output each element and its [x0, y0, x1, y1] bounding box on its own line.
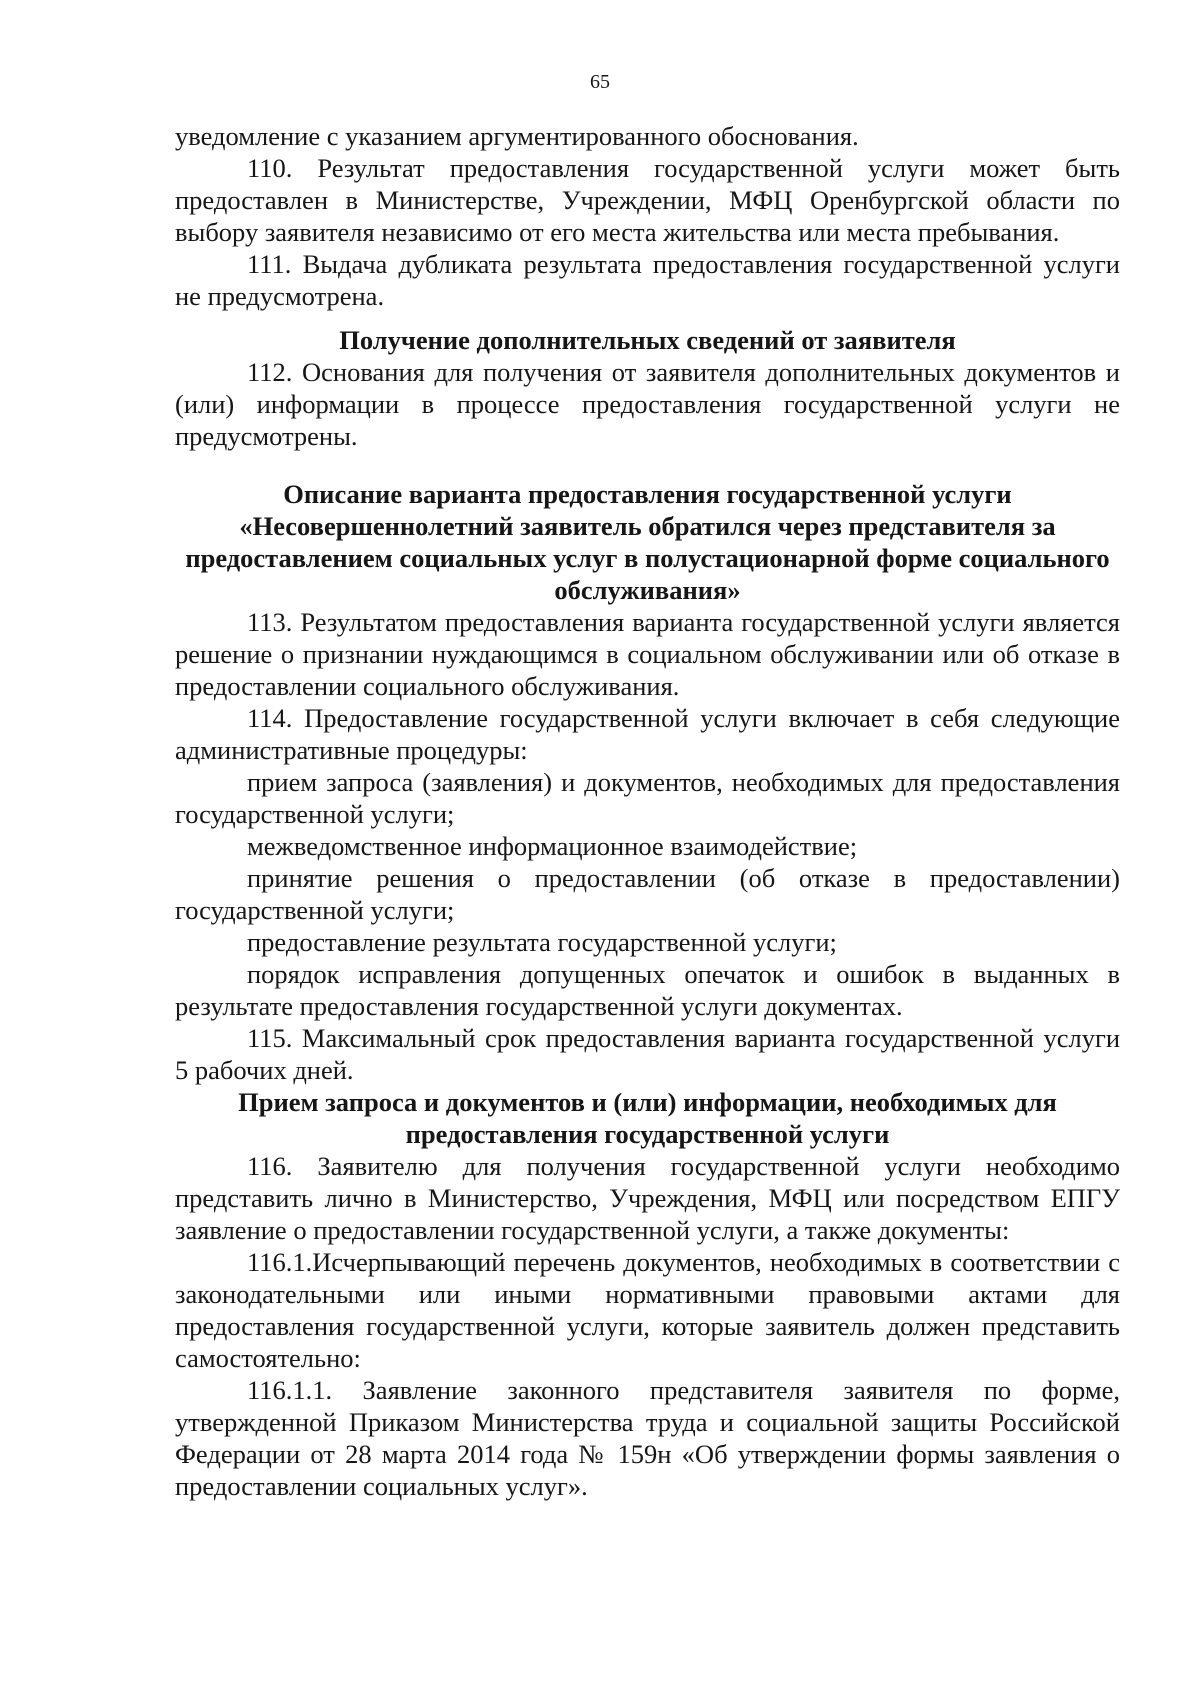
section-heading: Прием запроса и документов и (или) информации, необходимых для предоставления государственной услуги — [238, 1087, 1057, 1149]
paragraph: 110. Результат предоставления государственной услуги может быть предоставлен в Министерстве, Учреждении, МФЦ Оренбургской области по выбору заявителя независимо от его места жительства или места пребывания. — [175, 153, 1120, 247]
document-body — [175, 120, 1120, 1502]
paragraph: прием запроса (заявления) и документов, необходимых для предоставления государственной услуги; — [175, 767, 1120, 829]
paragraph: уведомление с указанием аргументированного обоснования. — [175, 121, 859, 151]
paragraph: порядок исправления допущенных опечаток и ошибок в выданных в результате предоставления государственной услуги документах. — [175, 959, 1120, 1021]
paragraph: 116. Заявителю для получения государственной услуги необходимо представить лично в Министерство, Учреждения, МФЦ или посредством ЕПГУ заявление о предоставлении государственной услуги, а также документы: — [175, 1151, 1120, 1245]
paragraph: предоставление результата государственной услуги; — [247, 927, 837, 957]
paragraph: 113. Результатом предоставления варианта государственной услуги является решение о признании нуждающимся в социальном обслуживании или об отказе в предоставлении социального обслуживания. — [175, 607, 1120, 701]
paragraph: межведомственное информационное взаимодействие; — [247, 831, 858, 861]
page-number: 65 — [590, 71, 610, 93]
section-heading: Описание варианта предоставления государственной услуги «Несовершеннолетний заявитель обратился через представителя за предоставлением социальных услуг в полустационарной форме социального обслуживания» — [185, 479, 1110, 605]
section-heading: Получение дополнительных сведений от заявителя — [339, 325, 956, 355]
paragraph: 116.1.Исчерпывающий перечень документов, необходимых в соответствии с законодательными или иными нормативными правовыми актами для предоставления государственной услуги, которые заявитель должен представить самостоятельно: — [175, 1247, 1120, 1373]
paragraph: 111. Выдача дубликата результата предоставления государственной услуги не предусмотрена. — [175, 249, 1120, 311]
paragraph: 114. Предоставление государственной услуги включает в себя следующие административные процедуры: — [175, 703, 1120, 765]
paragraph: принятие решения о предоставлении (об отказе в предоставлении) государственной услуги; — [175, 863, 1120, 925]
paragraph: 112. Основания для получения от заявителя дополнительных документов и (или) информации в процессе предоставления государственной услуги не предусмотрены. — [175, 357, 1120, 451]
paragraph: 116.1.1. Заявление законного представителя заявителя по форме, утвержденной Приказом Министерства труда и социальной защиты Российской Федерации от 28 марта 2014 года № 159н «Об утверждении формы заявления о предоставлении социальных услуг». — [175, 1375, 1120, 1501]
paragraph: 115. Максимальный срок предоставления варианта государственной услуги 5 рабочих дней. — [175, 1023, 1120, 1085]
